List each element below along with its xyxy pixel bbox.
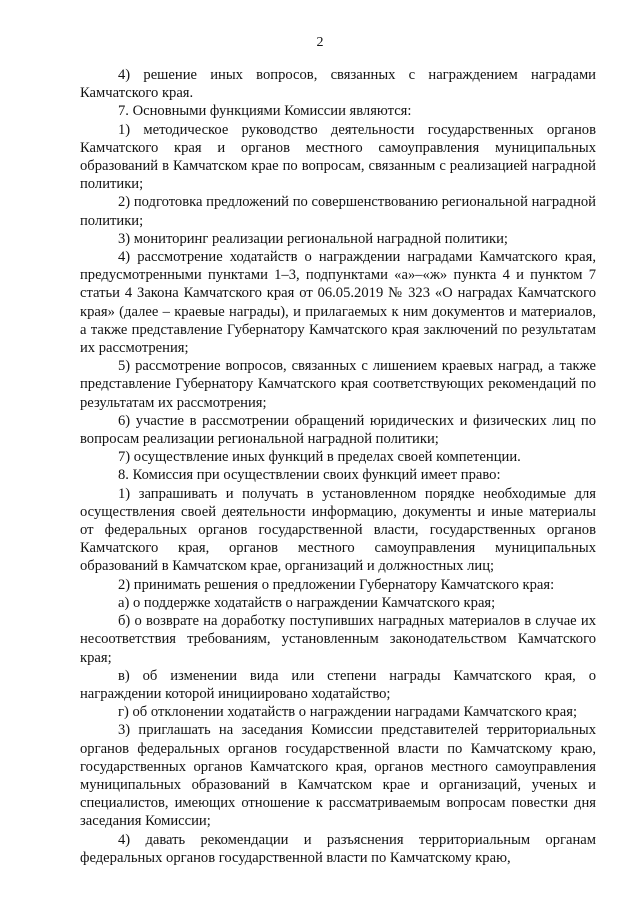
paragraph-right-2-v: в) об изменении вида или степени награды Камчатского края, о награждении которой инициировано ходатайство; <box>80 667 596 702</box>
paragraph-right-1: 1) запрашивать и получать в установленном порядке необходимые для осуществления своей деятельности информацию, документы и иные материалы от федеральных органов государственной власти, государственных органов Камчатского края, органов местного самоуправления муниципальных образований в Камчатском крае, организаций и должностных лиц; <box>80 485 596 575</box>
paragraph-function-7: 7) осуществление иных функций в пределах своей компетенции. <box>118 449 521 466</box>
paragraph-right-2-a: а) о поддержке ходатайств о награждении Камчатского края; <box>118 594 496 611</box>
paragraph-right-3: 3) приглашать на заседания Комиссии представителей территориальных органов федеральных органов государственной власти по Камчатскому краю, государственных органов Камчатского края, органов местного самоуправления муниципальных образований в Камчатском крае и организаций, ученых и специалистов, имеющих отношение к рассматриваемым вопросам повестки дня заседания Комиссии; <box>80 722 596 830</box>
paragraph-function-4: 4) рассмотрение ходатайств о награждении наградами Камчатского края, предусмотренными пунктами 1–3, подпунктами «а»–«ж» пункта 4 и пунктом 7 статьи 4 Закона Камчатского края от 06.05.2019 № 323 «О наградах Камчатского края» (далее – краевые награды), и прилагаемых к ним документов и материалов, а также представление Губернатору Камчатского края заключений по результатам их рассмотрения; <box>80 249 596 357</box>
paragraph-function-6: 6) участие в рассмотрении обращений юридических и физических лиц по вопросам реализации региональной наградной политики; <box>80 412 596 448</box>
document-body <box>80 66 596 867</box>
paragraph-right-2-b: б) о возврате на доработку поступивших наградных материалов в случае их несоответствия требованиям, установленным законодательством Камчатского края; <box>80 613 596 666</box>
paragraph-section-7-heading: 7. Основными функциями Комиссии являются: <box>118 103 412 120</box>
paragraph-section-8-heading: 8. Комиссия при осуществлении своих функций имеет право: <box>118 467 501 484</box>
paragraph-function-1: 1) методическое руководство деятельности государственных органов Камчатского края и органов местного самоуправления муниципальных образований в Камчатском крае по вопросам, связанным с реализацией наградной политики; <box>80 121 596 193</box>
paragraph-function-2: 2) подготовка предложений по совершенствованию региональной наградной политики; <box>80 194 596 229</box>
paragraph-item-4-decision: 4) решение иных вопросов, связанных с награждением наградами Камчатского края. <box>80 67 596 102</box>
page-number: 2 <box>316 35 324 50</box>
paragraph-right-4: 4) давать рекомендации и разъяснения территориальным органам федеральных органов государственной власти по Камчатскому краю, <box>80 831 596 866</box>
paragraph-function-5: 5) рассмотрение вопросов, связанных с лишением краевых наград, а также представление Губернатору Камчатского края соответствующих рекомендаций по результатам их рассмотрения; <box>80 358 596 411</box>
paragraph-function-3: 3) мониторинг реализации региональной наградной политики; <box>118 230 508 247</box>
paragraph-right-2: 2) принимать решения о предложении Губернатору Камчатского края: <box>118 576 555 593</box>
paragraph-right-2-g: г) об отклонении ходатайств о награждении наградами Камчатского края; <box>118 704 578 721</box>
